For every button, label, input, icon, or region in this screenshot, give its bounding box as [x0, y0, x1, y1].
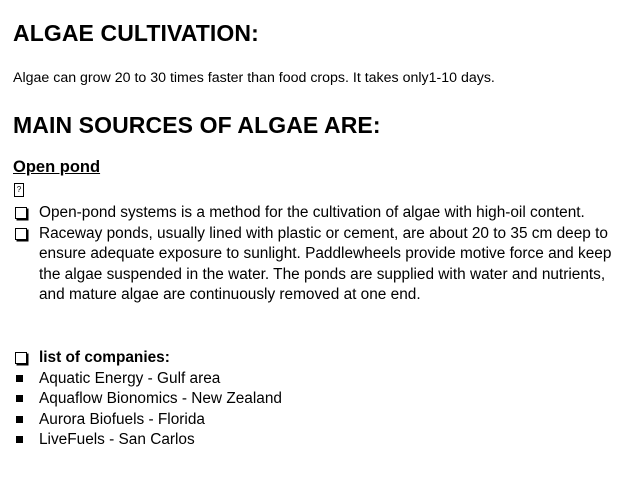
- list-item: [13, 348, 623, 369]
- missing-glyph-icon: ?: [14, 183, 24, 197]
- companies-label: list of companies:: [39, 349, 170, 366]
- subheading-open-pond: Open pond: [13, 158, 101, 176]
- heading-algae-cultivation: ALGAE CULTIVATION:: [13, 20, 259, 46]
- list-item: [13, 369, 623, 390]
- company-item: Aurora Biofuels - Florida: [39, 410, 205, 428]
- list-item: [13, 389, 623, 410]
- list-item: [13, 410, 623, 431]
- list-item: [13, 203, 623, 224]
- heading-main-sources: MAIN SOURCES OF ALGAE ARE:: [13, 112, 381, 138]
- list-item: [13, 224, 623, 306]
- bullet-text: Open-pond systems is a method for the cultivation of algae with high-oil content.: [39, 204, 585, 221]
- company-item: LiveFuels - San Carlos: [39, 431, 195, 448]
- companies-list: [13, 348, 623, 451]
- intro-text: Algae can grow 20 to 30 times faster than food crops. It takes only1-10 days.: [13, 70, 495, 86]
- company-item: Aquatic Energy - Gulf area: [39, 369, 221, 387]
- bullet-text: Raceway ponds, usually lined with plastic or cement, are about 20 to 35 cm deep to ensure adequate exposure to sunlight. Paddlewheels provide motive force and keep the algae suspended in the water. The ponds are supplied with water and nutrients, and mature algae are continuously removed at one end.: [39, 224, 612, 303]
- company-item: Aquaflow Bionomics - New Zealand: [39, 390, 282, 407]
- list-item: [13, 430, 623, 451]
- bullet-list: [13, 203, 623, 306]
